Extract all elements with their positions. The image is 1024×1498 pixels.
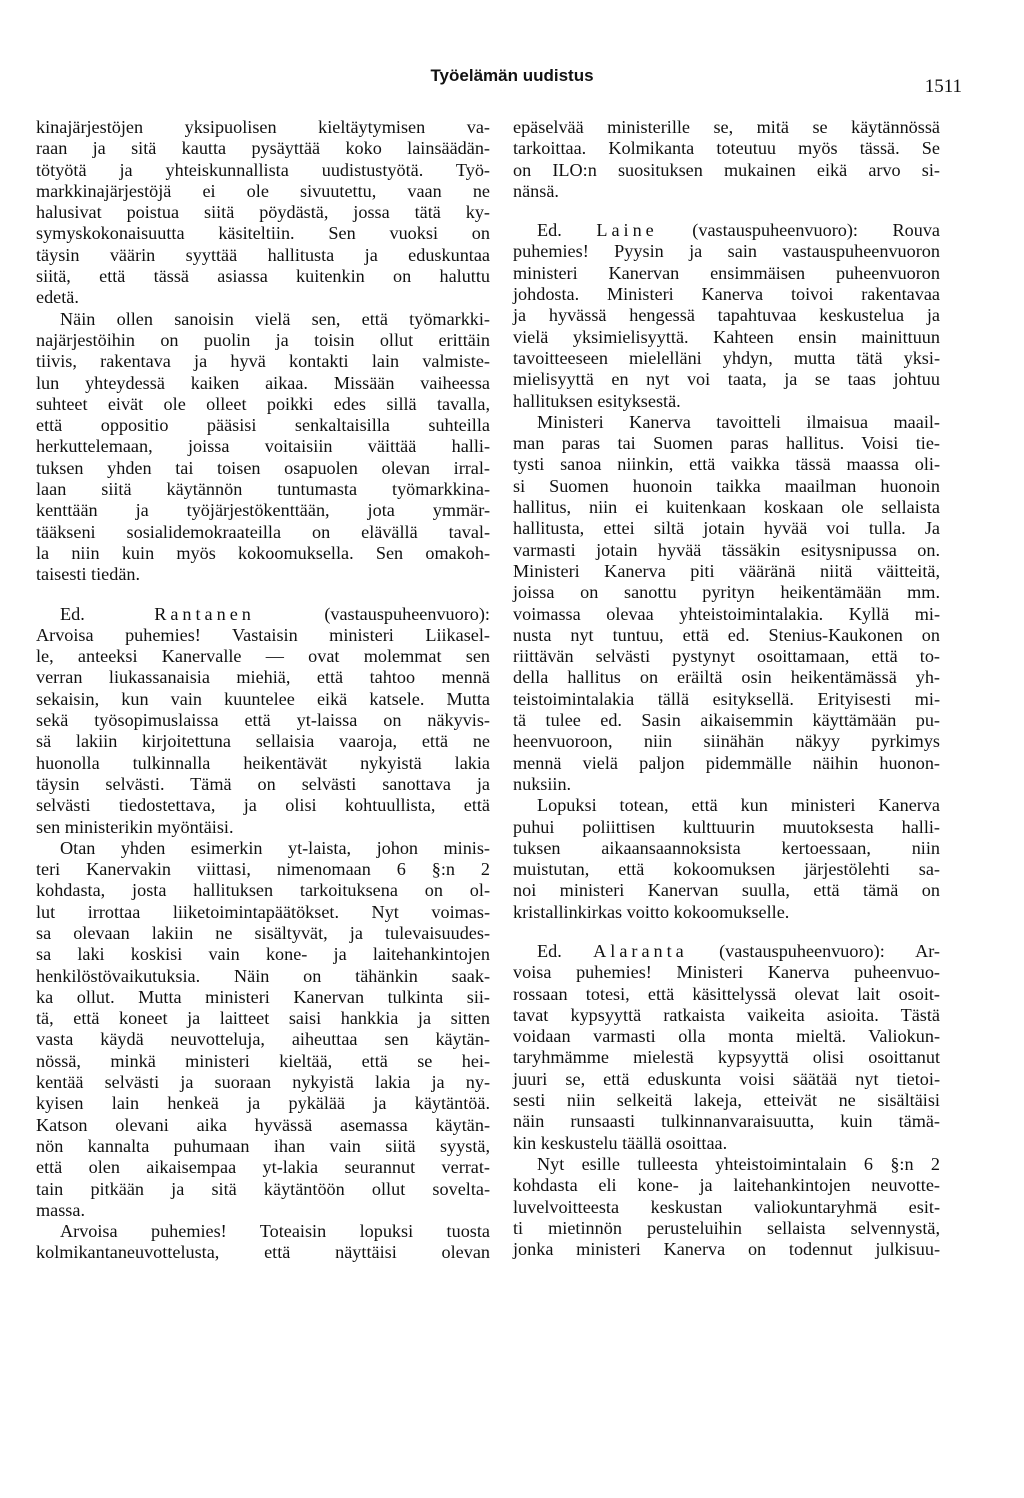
text-line: kinajärjestöjen yksipuolisen kieltäytymisen va- [36,117,490,137]
speaker-line [513,941,940,962]
text-line: varmasti jotain hyvää tässäkin esitysnipussa on. [513,539,940,560]
text-line: sesti niin selkeitä lakeja, etteivät ne sisältäisi [513,1090,940,1111]
text-line: kristallinkirkas voitto kokoomukselle. [513,901,790,922]
text-line: sen ministerikin myöntäisi. [36,816,234,837]
text-line: tarkoittaa. Kolmikanta toteutuu myös tässä. Se [513,138,940,159]
text-line: Arvoisa puhemies! Vastaisin ministeri Liikasel- [36,624,490,645]
text-line: teri Kanervakin viittasi, nimenomaan 6 §:n 2 [36,859,490,880]
text-line: johdosta. Ministeri Kanerva toivoi rakentavaa [513,284,940,305]
speaker-prefix: Ed. [60,603,85,624]
text-line: sa laki koskisi vain kone- ja laitehankintojen [36,944,490,965]
text-line: tuksen yhden tai toisen osapuolen olevan irral- [36,457,490,478]
text-line: joissa on sanottu pyrityn heikentämään mm. [513,582,940,603]
text-line: ministeri Kanervan ensimmäisen puheenvuoron [513,262,940,283]
text-line: halusivat poistua siitä pöydästä, jossa tätä ky- [36,202,490,223]
text-line: juuri se, että eduskunta voisi säätää nyt tietoi- [513,1068,940,1089]
right-column [513,117,940,1260]
text-line: mielisyyttä en nyt voi taata, ja se taas johtuu [513,369,940,390]
text-line: heenvuoroon, niin siinähän näkyy pyrkimys [513,731,940,752]
text-line: Näin ollen sanoisin vielä sen, että työmarkki- [60,308,490,329]
text-line: massa. [36,1199,85,1220]
text-line: selvästi tiedostettava, ja olisi kohtuullista, että [36,795,490,816]
text-line: Lopuksi totean, että kun ministeri Kanerva [537,795,940,816]
text-line: tuksen aikaansaannoksista kertoessaan, niin [513,837,940,858]
text-line: ti mietinnön perusteluihin sellaista selvennystä, [513,1217,940,1238]
speaker-role: (vastauspuheenvuoro): Rouva [692,220,940,241]
speaker-prefix: Ed. [537,940,562,961]
text-line: voisa puhemies! Ministeri Kanerva puheenvuo- [513,962,940,983]
text-line: tääkseni sosialidemokraateilla on elävällä taval- [36,521,490,542]
speaker-name: Alaranta [593,940,688,961]
text-line: ja hyvässä hengessä tapahtuvaa keskustelua ja [513,305,940,326]
text-line: tavoitteeseen mielelläni yhdyn, mutta tätä yksi- [513,347,940,368]
text-line: nön kannalta puhumaan ihan vain siitä syystä, [36,1135,490,1156]
text-line: täysin selvästi. Tämä on selvästi sanottava ja [36,773,490,794]
text-line: sa olevaan lakiin ne sisältyvät, ja tulevaisuudes- [36,922,490,943]
text-line: man paras tai Suomen paras hallitus. Voisi tie- [513,433,940,454]
text-line: huonolla tulkinnalla heikentävät nykyistä lakia [36,752,490,773]
page-header [0,66,1024,96]
text-line: suhteet eivät ole olleet poikki edes sillä tavalla, [36,393,490,414]
text-line: hallitusta, ettei siltä jotain hyvää voi tulla. Ja [513,518,940,539]
speaker-role: (vastauspuheenvuoro): [324,603,490,624]
speaker-line [513,220,940,241]
speaker-line [36,604,490,625]
text-line: tä, että koneet ja laitteet saisi hankkia ja sitten [36,1008,490,1029]
text-line: Katson olevani aika hyvässä asemassa käytän- [36,1114,490,1135]
text-line: kohdasta, josta hallituksen tarkoituksena on ol- [36,880,490,901]
text-line: tä tulee ed. Sasin aikaisemmin käyttämään pu- [513,710,940,731]
text-line: kolmikantaneuvottelusta, että näyttäisi olevan [36,1242,490,1263]
text-line: tavat kypsyyttä ratkaista vaikeita asioita. Tästä [513,1004,940,1025]
speaker-name: Rantanen [154,603,255,624]
text-line: verran liukassanaisia miehiä, että tahtoo mennä [36,667,490,688]
text-line: että oppositio pääsisi senkaltaisilla suhteilla [36,415,490,436]
text-line: näin runsaasti tulkinnanvaraisuutta, kuin tämä- [513,1111,940,1132]
text-line: sekaisin, kun vain kuuntelee eikä katsele. Mutta [36,688,490,709]
text-line: nuksiin. [513,773,572,794]
text-line: kohdasta eli kone- ja laitehankintojen neuvotte- [513,1175,940,1196]
text-line: nänsä. [513,180,559,201]
text-line: najärjestöihin on puolin ja toisin ollut erittäin [36,329,490,350]
text-line: markkinajärjestöjä ei ole sivuutettu, vaan ne [36,180,490,201]
text-line: taryhmämme mielestä kypsyyttä olisi osoittanut [513,1047,940,1068]
text-line: sä lakiin kirjoitettuna sellaisia vaaroja, että ne [36,731,490,752]
text-line: tiivis, rakentava ja hyvä kontakti lain valmiste- [36,351,490,372]
text-line: luvelvoitteesta keskustan valiokuntaryhmä esit- [513,1196,940,1217]
text-line: della hallitus on eräiltä osin heikentämässä yh- [513,667,940,688]
text-line: laan siitä käytännön tuntumasta työmarkkina- [36,479,490,500]
text-line: epäselvää ministerille se, mitä se käytännössä [513,117,940,137]
left-column [36,117,490,1264]
text-line: Ministeri Kanerva piti vääränä niitä väitteitä, [513,560,940,581]
paragraph-gap [513,923,940,941]
text-line: edetä. [36,287,79,308]
text-line: riittävän selvästi pystynyt osoittamaan, että to- [513,646,940,667]
text-line: kentää selvästi ja suoraan nykyistä lakia ja ny- [36,1072,490,1093]
text-line: raan ja sitä kautta pysäyttää koko lainsäädän- [36,138,490,159]
speaker-name: Laine [596,220,658,241]
text-line: ka ollut. Mutta ministeri Kanervan tulkinta sii- [36,986,490,1007]
text-line: hallitus, niin ei kuitenkaan koskaan ole sellaista [513,497,940,518]
text-line: jonka ministeri Kanerva on todennut julkisuu- [513,1239,940,1260]
text-line: puhemies! Pyysin ja sain vastauspuheenvuoron [513,241,940,262]
text-line: nössä, minkä ministeri kieltää, että se hei- [36,1050,490,1071]
text-line: taisesti tiedän. [36,564,141,585]
text-line: on ILO:n suosituksen mukainen eikä arvo si- [513,159,940,180]
text-line: sekä työsopimuslaissa että yt-laissa on näkyvis- [36,710,490,731]
text-line: rossaan totesi, että käsittelyssä olevat lait osoit- [513,983,940,1004]
text-line: Arvoisa puhemies! Toteaisin lopuksi tuosta [60,1221,490,1242]
text-line: si Suomen huonoin taikka maailman huonoin [513,475,940,496]
page-number: 1511 [924,76,962,97]
text-line: lut irrottaa liiketoimintapäätökset. Nyt voimas- [36,901,490,922]
text-line: Ministeri Kanerva tavoitteli ilmaisua maail- [537,411,940,432]
text-line: Nyt esille tulleesta yhteistoimintalain 6 §:n 2 [537,1153,940,1174]
text-line: Otan yhden esimerkin yt-laista, johon minis- [60,837,490,858]
text-line: siitä, että tässä asiassa kuitenkin on haluttu [36,266,490,287]
text-line: herkuttelemaan, joissa voitaisiin väittää halli- [36,436,490,457]
text-line: kenttään ja työjärjestökenttään, jota ymmär- [36,500,490,521]
text-line: puhui poliittisen kulttuurin muutoksesta halli- [513,816,940,837]
text-line: tötyötä ja yhteiskunnallista uudistustyötä. Työ- [36,159,490,180]
text-line: vielä yksimielisyyttä. Kahteen ensin mainittuun [513,326,940,347]
text-line: voidaan varmasti olla monta mieltä. Valiokun- [513,1026,940,1047]
text-line: henkilöstövaikutuksia. Näin on tähänkin saak- [36,965,490,986]
text-line: että olen aikaisempaa yt-lakia seurannut verrat- [36,1157,490,1178]
text-line: le, anteeksi Kanervalle — ovat molemmat sen [36,646,490,667]
text-line: tain pitkään ja sitä käytäntöön ollut soveltа- [36,1178,490,1199]
text-line: la niin kuin myös kokoomuksella. Sen omakoh- [36,542,490,563]
text-line: hallituksen esityksestä. [513,390,681,411]
text-line: teistoimintalakia tällä esityksellä. Erityisesti mi- [513,688,940,709]
speaker-prefix: Ed. [537,220,562,241]
speaker-role: (vastauspuheenvuoro): Ar- [719,940,940,961]
text-line: täysin väärin syyttää hallitusta ja eduskuntaa [36,244,490,265]
text-line: lun yhteydessä kaiken aikaa. Missään vaiheessa [36,372,490,393]
text-line: vasta käydä neuvotteluja, aiheuttaa sen käytän- [36,1029,490,1050]
text-line: tysti sanoa niinkin, että vaikka tässä maassa oli- [513,454,940,475]
text-line: kin keskustelu täällä osoittaa. [513,1132,728,1153]
text-line: symyskokonaisuutta käsiteltiin. Sen vuoksi on [36,223,490,244]
text-line: muistutan, että kokoomuksen järjestölehti sa- [513,859,940,880]
paragraph-gap [513,202,940,220]
text-line: voimassa olevaa yhteistoimintalakia. Kyllä mi- [513,603,940,624]
text-line: nusta nyt tuntuu, että ed. Stenius-Kaukonen on [513,624,940,645]
paragraph-gap [36,586,490,604]
text-line: mennä vielä paljon pidemmälle näihin huonon- [513,752,940,773]
running-title: Työelämän uudistus [430,66,594,85]
text-line: noi ministeri Kanervan suulla, että tämä on [513,880,940,901]
text-line: kyisen lain henkeä ja pykälää ja käytäntöä. [36,1093,490,1114]
